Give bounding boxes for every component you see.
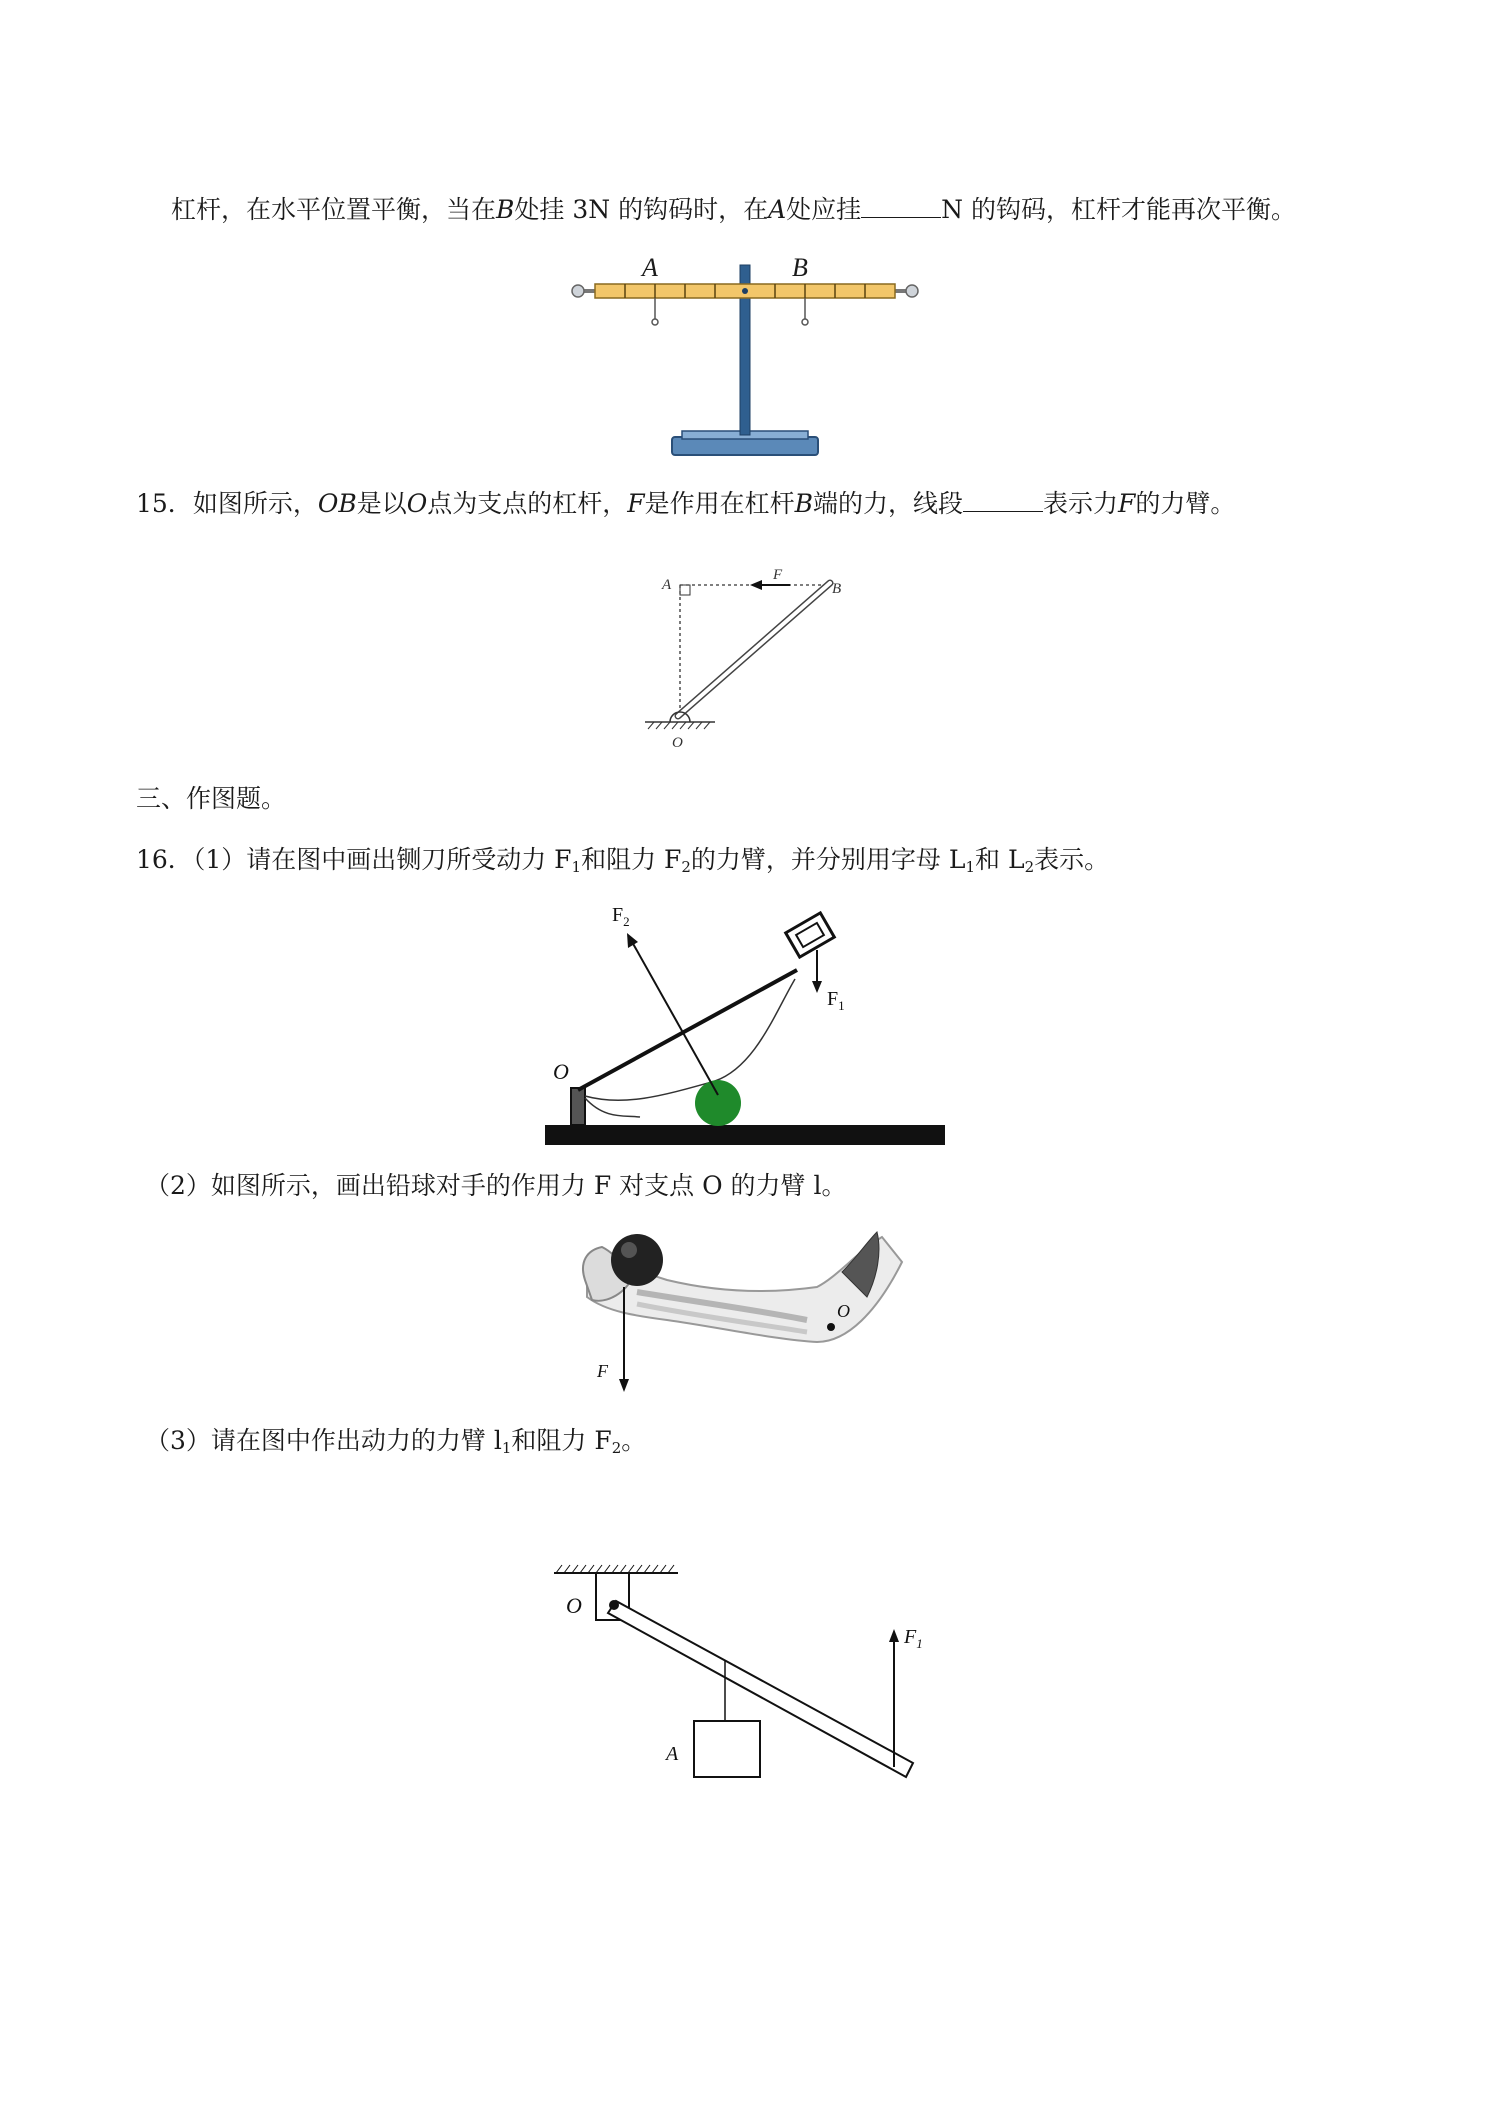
label-f1: $F_1$ (827, 988, 845, 1013)
q14-text-part: 处应挂 (786, 195, 862, 224)
shot-put-ball (611, 1234, 663, 1286)
q15-text (136, 487, 1235, 521)
answer-blank[interactable] (861, 195, 941, 218)
label-o: O (553, 1059, 569, 1084)
question-number: 15． (136, 489, 193, 518)
label-o: O (837, 1301, 850, 1321)
lever-pivot (742, 288, 748, 294)
label-a: A (642, 253, 658, 282)
green-object (695, 1080, 741, 1126)
q16-text-part: 表示。 (1034, 845, 1110, 874)
q14-text-part: 杠杆，在水平位置平衡，当在 (171, 195, 497, 224)
q15-text-part: 是作用在杠杆 (644, 489, 795, 518)
subscript: 2 (611, 1439, 622, 1457)
label-f: F (773, 567, 783, 583)
q16-text-part: 和阻力 F (581, 845, 682, 874)
lever-nut-right (906, 285, 918, 297)
lever-ob-figure (640, 565, 860, 765)
q16-part2-text: （2）如图所示，画出铅球对手的作用力 F 对支点 O 的力臂 l。 (145, 1171, 847, 1200)
cutter-figure (545, 895, 965, 1155)
ground-hatch (648, 722, 710, 729)
elbow-pivot (827, 1323, 835, 1331)
force-f2-line (631, 940, 718, 1095)
force-f1-arrowhead (812, 981, 822, 993)
right-angle-mark (680, 585, 690, 595)
weight-a (694, 1721, 760, 1777)
q16-text-part: 和 L (975, 845, 1025, 874)
lever-nut-left (572, 285, 584, 297)
q15-text-part: 的力臂。 (1135, 489, 1236, 518)
force-f2-arrowhead (627, 933, 638, 948)
section-title: 三、作图题。 (136, 784, 287, 813)
label-b: B (832, 581, 842, 597)
label-b: B (792, 253, 808, 282)
q15-text-part: 点为支点的杠杆， (427, 489, 628, 518)
question-number: 16． (136, 845, 193, 874)
label-o: O (672, 735, 683, 751)
pivot-o (609, 1600, 619, 1610)
subscript: 1 (571, 858, 582, 876)
q16-text-part: 和阻力 F (511, 1426, 612, 1455)
label-f: F (597, 1361, 608, 1381)
subscript: 1 (501, 1439, 512, 1457)
hook-a-ring (652, 319, 658, 325)
q15-text-part: 端的力，线段 (812, 489, 963, 518)
pivot-post (571, 1088, 585, 1125)
force-f-arrowhead (619, 1379, 629, 1392)
q16-text-part: 的力臂，并分别用字母 L (690, 845, 966, 874)
hook-b-ring (802, 319, 808, 325)
q16-part1-text (136, 843, 1109, 884)
var-a: A (768, 195, 787, 224)
subscript: 2 (681, 858, 691, 876)
shot-put-highlight (621, 1242, 637, 1258)
answer-blank[interactable] (963, 489, 1043, 512)
var-f: F (1118, 489, 1136, 518)
q16-text-part: 。 (621, 1426, 647, 1455)
arm-shotput-figure (577, 1232, 907, 1402)
q16-part3-text (145, 1424, 646, 1465)
q15-text-part: 是以 (356, 489, 407, 518)
q15-text-part: 如图所示， (192, 489, 318, 518)
label-a: A (666, 1743, 679, 1765)
q14-text-part: N 的钩码，杠杆才能再次平衡。 (941, 195, 1296, 224)
handle (786, 913, 835, 957)
force-f-arrowhead (750, 580, 762, 590)
force-f1-arrowhead (889, 1629, 899, 1642)
q15-text-part: 表示力 (1043, 489, 1119, 518)
var-f: F (627, 489, 645, 518)
blade-edge (585, 979, 795, 1100)
lever-balance-figure (560, 245, 960, 465)
var-b: B (496, 195, 515, 224)
base-board (545, 1125, 945, 1145)
label-o: O (566, 1593, 582, 1618)
hanging-lever-figure (548, 1555, 923, 1805)
var-o: O (406, 489, 428, 518)
label-a: A (662, 577, 672, 593)
label-f2: $F_2$ (612, 904, 630, 929)
rod-ob-inner (678, 583, 830, 716)
subscript: 2 (1024, 858, 1035, 876)
var-ob: OB (317, 489, 357, 518)
q16-text-part: （1）请在图中画出铡刀所受动力 F (192, 845, 572, 874)
subscript: 1 (965, 858, 976, 876)
blade (578, 970, 797, 1090)
q14-text (171, 193, 1296, 227)
q14-text-part: 处挂 3N 的钩码时，在 (514, 195, 769, 224)
ceiling-hatch (556, 1565, 674, 1573)
var-b: B (794, 489, 813, 518)
q16-text-part: （3）请在图中作出动力的力臂 l (145, 1426, 502, 1455)
label-f1: $F_1$ (904, 1626, 923, 1651)
